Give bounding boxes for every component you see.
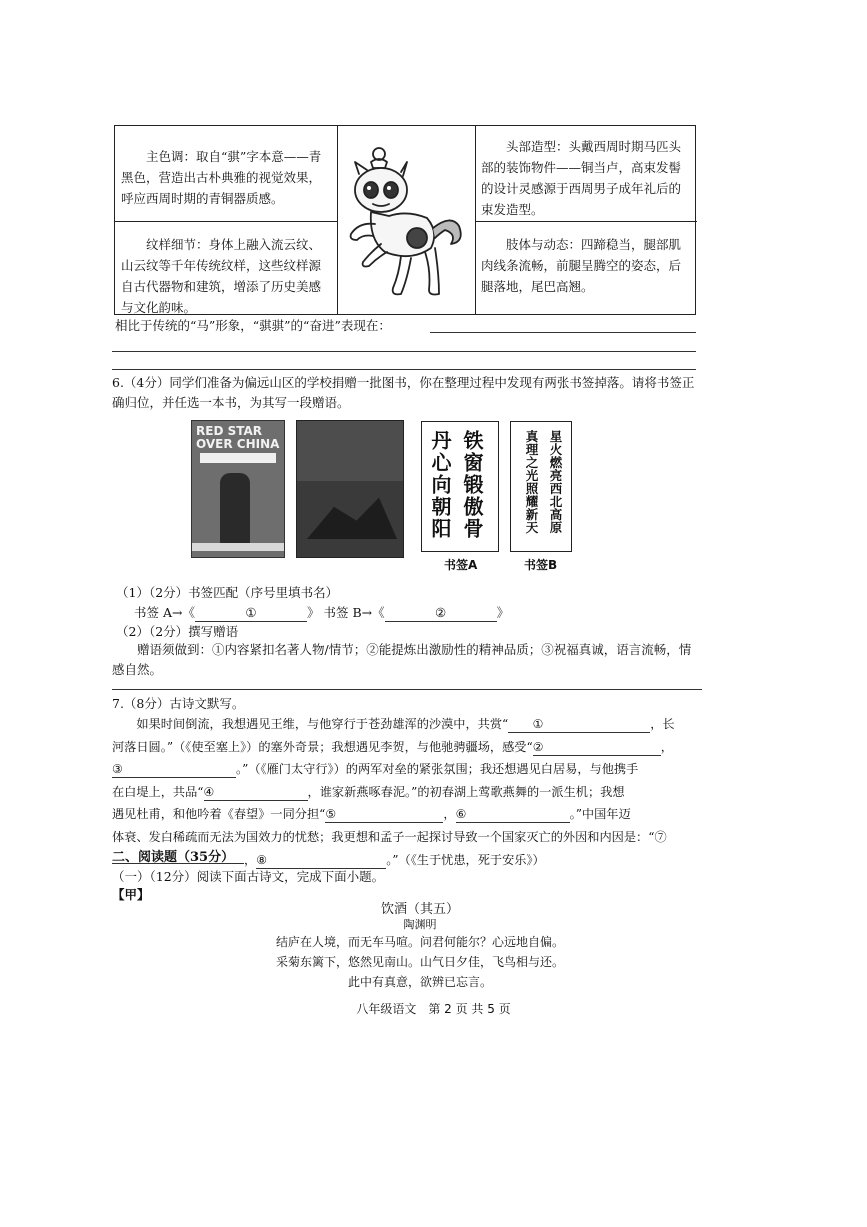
book1-title: RED STAR OVER CHINA xyxy=(196,424,280,451)
mascot-design-table xyxy=(114,125,696,315)
poem-line: 结庐在人境，而无车马喧。问君何能尔？心远地自偏。 xyxy=(275,935,564,949)
blank-2-num: ② xyxy=(532,739,544,754)
limb-motion-text: 肢体与动态：四蹄稳当，腿部肌肉线条流畅，前腿呈腾空的姿态，后腿落地，尾巴高翘。 xyxy=(481,237,682,294)
q7-text: 如果时间倒流，我想遇见王维，与他穿行于苍劲雄浑的沙漠中，共赏“ xyxy=(136,717,509,731)
bookmark-b xyxy=(510,421,572,552)
answer-line[interactable] xyxy=(112,369,696,370)
blank-8[interactable] xyxy=(256,852,386,869)
bookmark-a-caption: 书签A xyxy=(444,558,478,572)
poem-title: 饮酒（其五） xyxy=(380,902,459,917)
q7-text: 遇见杜甫，和他吟着《春望》一同分担“ xyxy=(112,807,326,822)
match-a-prefix: 书签 A→《 xyxy=(134,605,195,620)
q7-text: 体衰、发白稀疏而无法为国效力的忧愁；我更想和孟子一起探讨导致一个国家灭亡的外因和内因是：“ xyxy=(112,829,655,844)
blank-5[interactable] xyxy=(325,806,443,823)
answer-line[interactable] xyxy=(112,689,702,690)
match-b-num: ② xyxy=(435,605,447,620)
poem-author: 陶渊明 xyxy=(403,918,437,931)
bookmark-a-line2: 丹心向朝阳 xyxy=(428,430,452,540)
poem-line: 此中有真意，欲辨已忘言。 xyxy=(347,975,492,989)
q5-tail-prompt: 相比于传统的“马”形象，“骐骐”的“奋进”表现在： xyxy=(115,318,391,333)
section2-sub: （一）（12分）阅读下面古诗文，完成下面小题。 xyxy=(112,869,385,884)
q7-text: ， xyxy=(660,739,673,754)
q6-stem: 6.（4分）同学们准备为偏远山区的学校捐赠一批图书，你在整理过程中发现有两张书签掉落。请将书签正确归位，并任选一本书，为其写一段赠语。 xyxy=(112,375,695,410)
q7-text: 。”中国年迈 xyxy=(569,807,631,822)
match-a-blank[interactable] xyxy=(195,605,307,622)
bookmark-a xyxy=(421,421,499,552)
book-second-cover xyxy=(296,420,404,558)
answer-line[interactable] xyxy=(430,332,696,333)
blank-3[interactable] xyxy=(112,761,236,778)
q7-text: ，长 xyxy=(650,717,675,731)
q7-stem: 7.（8分）古诗文默写。 xyxy=(112,696,245,711)
q6-sub1: （1）（2分）书签匹配（序号里填书名） xyxy=(116,585,339,600)
q6-match-row xyxy=(134,603,509,623)
bookmark-b-line2: 真理之光照耀新天 xyxy=(524,430,539,534)
horse-mascot-image xyxy=(341,144,471,304)
blank-4[interactable] xyxy=(204,784,308,801)
q7-text: 。”（《雁门太守行》）的两军对垒的紧张氛围；我还想遇见白居易，与他携手 xyxy=(236,762,639,777)
head-shape-text: 头部造型：头戴西周时期马匹头部的装饰物件——铜当卢，高束发髻的设计灵感源于西周男子成年礼后的束发造型。 xyxy=(481,139,682,217)
poem-line: 采菊东篱下，悠然见南山。山气日夕佳，飞鸟相与还。 xyxy=(275,955,564,969)
q7-text: ， xyxy=(244,852,257,867)
section2-jia: 【甲】 xyxy=(112,887,150,902)
blank-1-num: ① xyxy=(532,717,544,731)
match-a-suffix: 》 xyxy=(306,605,320,620)
blank-6-num: ⑥ xyxy=(455,807,467,822)
section2-heading: 二、阅读题（35分） xyxy=(112,850,235,865)
q7-text: 在白堤上，共品“ xyxy=(112,784,204,799)
blank-6[interactable] xyxy=(456,806,570,823)
q7-text: 河落日圆。”（《使至塞上》）的塞外奇景；我想遇见李贺，与他驰骋疆场，感受“ xyxy=(112,739,533,754)
blank-8-num: ⑧ xyxy=(256,852,268,867)
blank-3-num: ③ xyxy=(112,762,123,777)
answer-line[interactable] xyxy=(112,351,696,352)
match-a-num: ① xyxy=(245,605,257,620)
blank-4-num: ④ xyxy=(203,784,215,799)
blank-7-num: ⑦ xyxy=(654,829,667,844)
q7-text: ， xyxy=(443,807,456,822)
pattern-detail-text: 纹样细节：身体上融入流云纹、山云纹等千年传统纹样，这些纹样源自古代器物和建筑，增添了历史美感与文化韵味。 xyxy=(121,237,322,315)
match-b-blank[interactable] xyxy=(385,605,497,622)
q7-text: 。”（《生于忧患，死于安乐》） xyxy=(386,852,545,867)
q6-sub2: （2）（2分）撰写赠语 xyxy=(116,624,239,639)
bookmark-a-line1: 铁窗锻傲骨 xyxy=(460,430,484,540)
q7-text: ，谁家新燕啄春泥。”的初春湖上莺歌燕舞的一派生机；我想 xyxy=(307,784,625,799)
q6-requirements: 赠语须做到：①内容紧扣名著人物/情节；②能提炼出激励性的精神品质；③祝福真诚，语言流畅，情感自然。 xyxy=(112,642,692,677)
blank-5-num: ⑤ xyxy=(325,807,337,822)
match-b-suffix: 》 xyxy=(496,605,510,620)
bookmark-b-caption: 书签B xyxy=(524,558,558,572)
blank-1[interactable] xyxy=(508,716,650,733)
page-footer: 八年级语文 第 2 页 共 5 页 xyxy=(356,1002,511,1016)
main-color-text: 主色调：取自“骐”字本意——青黑色，营造出古朴典雅的视觉效果，呼应西周时期的青铜器质感。 xyxy=(121,149,322,206)
blank-2[interactable] xyxy=(533,739,661,756)
bookmark-b-line1: 星火燃亮西北高原 xyxy=(548,430,563,534)
match-b-prefix: 书签 B→《 xyxy=(323,605,385,620)
book-red-star-over-china-cover xyxy=(191,420,285,558)
